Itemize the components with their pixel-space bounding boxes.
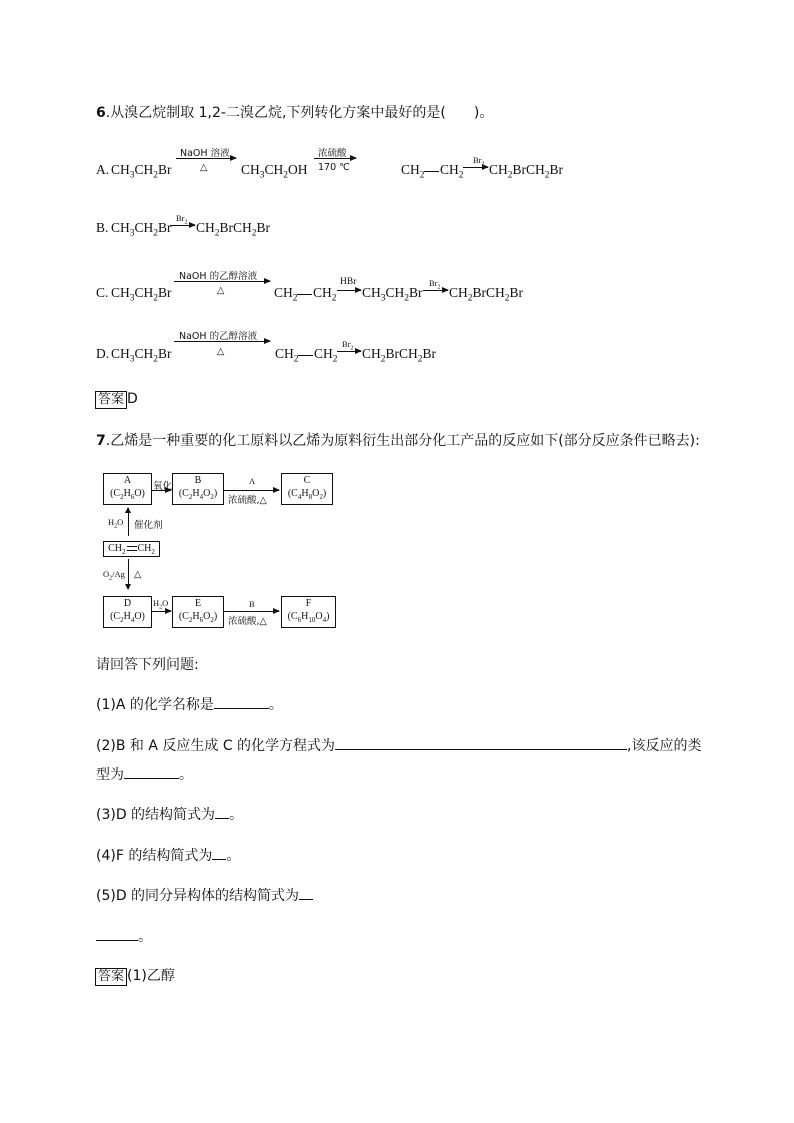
- condition-oxidation: 氧化: [153, 481, 173, 492]
- ethene: $CH_2$: [401, 162, 425, 181]
- arrow-up: [128, 508, 129, 536]
- intermediate: $CH_3CH_2Br$: [362, 285, 423, 304]
- product: $CH_2BrCH_2Br$: [196, 220, 270, 239]
- answer-blank[interactable]: [212, 847, 226, 860]
- answer-blank[interactable]: [124, 766, 179, 779]
- q7-sub2-cont: 型为 。: [96, 767, 193, 783]
- answer-blank[interactable]: [96, 928, 138, 941]
- condition-water: $H_2O$: [108, 517, 124, 530]
- condition-catalyst: 催化剂: [134, 520, 163, 531]
- reaction-arrow: [423, 290, 448, 291]
- box-a: A $(C_2H_6O)$: [103, 473, 152, 505]
- arrow-d-e: [151, 611, 171, 612]
- condition-top: $Br_2$: [473, 155, 485, 168]
- answer-label: 答案: [95, 391, 127, 409]
- answer-blank[interactable]: [215, 806, 229, 819]
- box-b: B $(C_2H_4O_2)$: [172, 473, 224, 505]
- q7-answer: [95, 965, 175, 986]
- reaction-arrow: [337, 351, 361, 352]
- q7-sub1: (1)A 的化学名称是 。: [96, 697, 283, 713]
- condition-top: NaOH 的乙醇溶液: [179, 331, 258, 342]
- condition-top: $Br_2$: [176, 213, 188, 226]
- arrow-b-c: [224, 490, 279, 491]
- reaction-arrow: [170, 225, 195, 226]
- condition-top: $Br_2$: [429, 278, 441, 291]
- reaction-arrow: [176, 158, 236, 159]
- box-d: D $(C_2H_4O)$: [103, 596, 152, 628]
- q7-prompt: 请回答下列问题:: [96, 657, 199, 673]
- answer-label: 答案: [95, 968, 127, 986]
- reaction-arrow: [314, 158, 356, 159]
- condition-bottom: 170 ℃: [318, 162, 350, 173]
- answer-blank[interactable]: [214, 696, 269, 709]
- condition-bottom: △: [217, 285, 225, 296]
- bond: [298, 355, 313, 356]
- option-label: D.: [96, 346, 110, 361]
- q7-sub4: (4)F 的结构简式为 。: [96, 848, 241, 864]
- product: $CH_2BrCH_2Br$: [489, 162, 563, 181]
- arrow-e-f: [224, 611, 279, 612]
- option-label: B.: [96, 220, 109, 235]
- condition-top: $Br_2$: [342, 339, 354, 352]
- bond: [297, 294, 312, 295]
- option-label: A.: [96, 162, 110, 177]
- condition-bottom: △: [217, 346, 225, 357]
- reaction-arrow: [463, 167, 488, 168]
- q6-answer: [95, 388, 138, 409]
- box-c: C $(C_4H_8O_2)$: [281, 473, 333, 505]
- ethene: $CH_2$: [275, 346, 299, 365]
- reactant: $CH_3CH_2Br$: [111, 285, 172, 304]
- condition-bottom: 浓硫酸,△: [228, 616, 267, 627]
- q7-number: 7: [96, 433, 106, 449]
- condition-top: A: [249, 476, 256, 486]
- box-e: E $(C_2H_6O_2)$: [172, 596, 224, 628]
- condition-top: HBr: [340, 277, 357, 287]
- bond: [424, 171, 439, 172]
- q7-sub5-cont: 。: [96, 926, 152, 946]
- reactant: $CH_3CH_2Br$: [111, 220, 172, 239]
- condition-top: NaOH 溶液: [180, 148, 230, 159]
- condition-bottom: △: [200, 162, 208, 173]
- arrow-down: [128, 559, 129, 589]
- q7-sub3: (3)D 的结构简式为 。: [96, 807, 244, 823]
- option-label: C.: [96, 285, 109, 300]
- reaction-arrow: [174, 341, 270, 342]
- answer-blank[interactable]: [299, 887, 313, 900]
- ethene: $CH_2$: [274, 285, 298, 304]
- condition-oxygen: $O_2/Ag$: [103, 569, 125, 582]
- box-ethene: $CH_2$ $CH_2$: [103, 541, 160, 557]
- product: $CH_2BrCH_2Br$: [449, 285, 523, 304]
- reaction-arrow: [337, 290, 361, 291]
- box-f: F $(C_6H_{10}O_4)$: [281, 596, 336, 628]
- condition-heat: △: [134, 569, 142, 580]
- answer-value: D: [127, 391, 138, 407]
- answer-value: (1)乙醇: [127, 968, 175, 984]
- intermediate: $CH_3CH_2OH$: [241, 162, 308, 181]
- q7-stem: 7.乙烯是一种重要的化工原料以乙烯为原料衍生出部分化工产品的反应如下(部分反应条件已略去):: [96, 433, 700, 449]
- condition-top: 浓硫酸: [318, 148, 347, 159]
- arrow-a-b: [151, 490, 171, 491]
- reactant: $CH_3CH_2Br$: [111, 162, 172, 181]
- q7-sub2: (2)B 和 A 反应生成 C 的化学方程式为 ,该反应的类: [96, 738, 702, 754]
- answer-blank[interactable]: [335, 737, 627, 750]
- q6-number: 6: [96, 105, 106, 121]
- condition-top: NaOH 的乙醇溶液: [179, 271, 258, 282]
- condition-water: $H_2O$: [153, 598, 169, 611]
- q7-sub5: (5)D 的同分异构体的结构简式为: [96, 885, 313, 905]
- q6-stem: 6.从溴乙烷制取 1,2-二溴乙烷,下列转化方案中最好的是( )。: [96, 105, 494, 121]
- condition-bottom: 浓硫酸,△: [228, 495, 267, 506]
- product: $CH_2BrCH_2Br$: [362, 346, 436, 365]
- condition-top: B: [249, 599, 255, 609]
- reactant: $CH_3CH_2Br$: [111, 346, 172, 365]
- reaction-arrow: [174, 281, 270, 282]
